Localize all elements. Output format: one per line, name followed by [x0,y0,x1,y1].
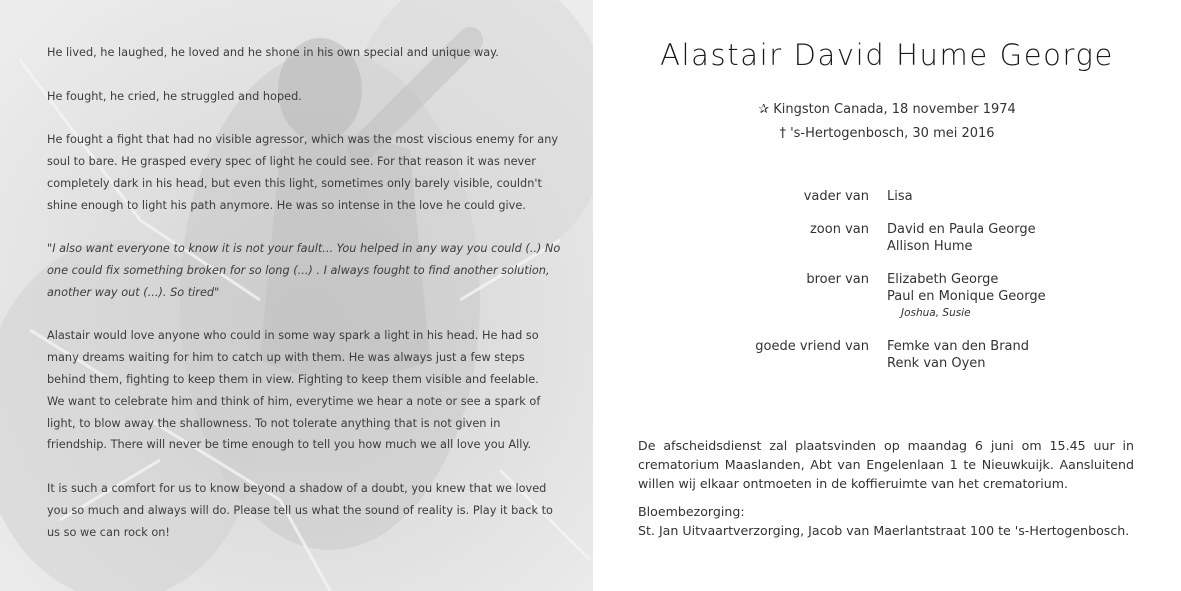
relation-friend-of [593,338,1181,372]
tribute-paragraph-7: It is such a comfort for us to know beyond a shadow of a doubt, you knew that we loved you so much and always will do. Please tell us what the sound of reality is. Play it back to us so we can rock on! [47,481,553,539]
relation-value: Elizabeth George [887,272,999,287]
flowers-label: Bloembezorging: [638,504,745,519]
relation-label: zoon van [809,222,869,237]
deceased-name: Alastair David Hume George [660,38,1114,72]
tribute-paragraph-5: Alastair would love anyone who could in some way spark a light in his head. He had so many dreams waiting for him to catch up with them. He was always just a few steps behind them, fighting to keep them in view. Fighting to keep them visible and feelable. [47,329,539,386]
life-dates [593,98,1181,146]
relation-label: broer van [806,272,869,287]
relation-father-of [593,188,1181,205]
relation-value: Femke van den Brand [887,339,1029,354]
relations-list [593,188,1181,388]
tribute-text [47,42,562,565]
tribute-paragraph-2: He fought, he cried, he struggled and hoped. [47,89,302,103]
flowers-info [638,502,1134,540]
flowers-address: St. Jan Uitvaartverzorging, Jacob van Maerlantstraat 100 te 's-Hertogenbosch. [638,523,1130,538]
relation-label: vader van [803,189,869,204]
relation-value: Lisa [887,189,913,204]
relation-value: Allison Hume [887,239,973,254]
relation-label: goede vriend van [755,339,869,354]
death-line: † 's-Hertogenbosch, 30 mei 2016 [779,126,995,141]
tribute-paragraph-3: He fought a fight that had no visible agressor, which was the most viscious enemy for any soul to bare. He grasped every spec of light he could see. For that reason it was never completely dark in his head, but even this light, sometimes only barely visible, couldn't shine enough to light his path anymore. He was so intense in the love he could give. [47,133,559,212]
tribute-paragraph-1: He lived, he laughed, he loved and he shone in his own special and unique way. [47,46,499,59]
tribute-paragraph-6: We want to celebrate him and think of him, everytime we hear a note or see a spark of light, to blow away the shallowness. To not tolerate anything that is not given in friendship. There will never be time enough to tell you how much we all love you Ally. [47,394,541,452]
relation-brother-of [593,271,1181,322]
relation-subnote: Joshua, Susie [901,307,971,319]
service-info [638,436,1134,540]
birth-line: ✰ Kingston Canada, 18 november 1974 [758,102,1016,117]
relation-value: Renk van Oyen [887,356,986,371]
service-text: De afscheidsdienst zal plaatsvinden op maandag 6 juni om 15.45 uur in crematorium Maaslanden, Abt van Engelenlaan 1 te Nieuwkuijk. Aansluitend willen wij elkaar ontmoeten in de koffieruimte van het crematorium. [638,438,1134,491]
tribute-quote: "I also want everyone to know it is not your fault... You helped in any way you could (..) No one could fix something broken for so long (...) . I always fought to find another solution, another way out (...). So tired" [47,242,561,299]
relation-son-of [593,221,1181,255]
relation-value: David en Paula George [887,222,1036,237]
relation-value: Paul en Monique George [887,289,1046,304]
announcement-panel [593,0,1181,591]
